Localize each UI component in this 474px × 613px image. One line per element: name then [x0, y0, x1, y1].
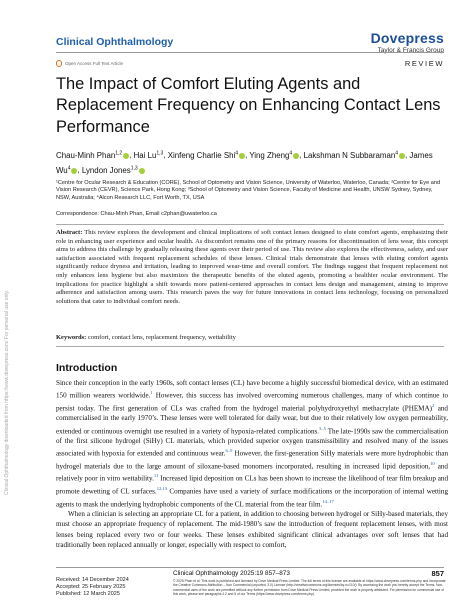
published-date: Published: 12 March 2025 [56, 591, 120, 598]
citation-ref[interactable]: 10 [430, 460, 435, 466]
author-affiliation-ref: 4 [67, 165, 71, 172]
author-name[interactable] [56, 151, 129, 160]
open-access-icon [56, 60, 62, 67]
author-list [56, 147, 448, 177]
body-text: Increased lipid deposition on CLs has been shown to increase the likelihood of tear film breakup and promote dewetting of CL surfaces. [56, 474, 448, 496]
keywords-label: Keywords: [56, 334, 87, 341]
author-name-text: Xinfeng Charlie Shi [167, 150, 236, 160]
citation-ref[interactable]: 3–5 [319, 425, 326, 431]
body-text: and commercialised in the early 1970’s. These lenses were well tolerated for daily wear, but due to their relatively low oxygen permeability, extended or continuous overnight use resulted in a variety of hypoxia-related complications. [56, 404, 448, 435]
header-divider [56, 52, 444, 53]
download-watermark [4, 285, 30, 495]
abstract-divider-top [56, 224, 444, 225]
introduction-paragraph-2: When a clinician is selecting an appropriate CL for a patient, in addition to choosing between hydrogel or SiHy-based materials, they must choose an appropriate frequency of replacement. The mid-1980’s saw the introduction of frequent replacement lenses, with most lenses being replaced every two or four weeks. These lenses exhibited significant clinical advantages over soft lenses that had traditionally been replaced annually or longer, especially with respect to comfort, [56, 510, 448, 549]
author-separator: , [129, 150, 134, 160]
author-name-text: Hai Lu [133, 150, 157, 160]
citation-ref[interactable]: 2 [431, 402, 435, 408]
publisher-subtitle: Taylor & Francis Group [377, 47, 444, 54]
affiliations: ¹Centre for Ocular Research & Education (CORE), School of Optometry and Vision Science, University of Waterloo, Waterloo, Canada; ²Centre for Eye and Vision Research (CEVR), Science Park, Hong Kong; ³School of Optometry and Vision Science, Faculty of Medicine and Health, UNSW Sydney, Sydney, NSW, Australia; ⁴Alcon Research LLC, Fort Worth, TX, USA [56, 180, 441, 201]
author-affiliation-ref: 1,3 [130, 165, 138, 172]
author-separator: , [245, 150, 250, 160]
author-name[interactable] [82, 166, 145, 175]
journal-name: Clinical Ophthalmology [56, 36, 174, 48]
publisher-logo[interactable] [371, 30, 444, 54]
abstract [56, 229, 448, 306]
author-affiliation-ref: 4 [289, 150, 293, 156]
abstract-divider-bottom [56, 346, 444, 347]
author-name[interactable] [249, 151, 299, 160]
body-text: Since their conception in the early 1960s, soft contact lenses (CL) have become a highly successful biomedical device, with an estimated 150 million wearers worldwide. [56, 379, 448, 400]
article-dates [56, 577, 129, 599]
footer-divider [56, 567, 444, 568]
introduction-paragraph-1 [56, 378, 448, 509]
author-separator: , [77, 165, 82, 175]
publisher-name: Dovepress [370, 30, 444, 46]
body-text: Companies have used a variety of surface modifications or the incorporation of internal wetting agents to mask the underlying hydrophobic components of the CL material from the tear film. [56, 487, 448, 508]
author-affiliation-ref: 1,2 [115, 150, 123, 156]
author-separator: , [405, 150, 410, 160]
author-name-text: Ying Zheng [249, 150, 290, 160]
body-text: The late-1990s saw the commercialisation of the first silicone hydrogel (SiHy) CL materials, which provided superior oxygen transmissibility and resolved many of the issues associated with hypoxia for extended and continuous wear. [56, 426, 448, 458]
citation-ref[interactable]: 11 [153, 473, 159, 479]
citation-ref[interactable]: 6–9 [225, 448, 233, 454]
citation-ref[interactable]: 14–17 [322, 498, 334, 504]
author-name[interactable] [304, 151, 405, 160]
author-affiliation-ref: 4 [235, 150, 239, 156]
author-name[interactable] [168, 151, 245, 160]
body-text: However, this success has involved overcoming numerous challenges, many of which continue to persist today. The first generation of CLs was crafted from the hydrogel material polyhydroxyethyl methacrylate (PHEMA) [56, 391, 448, 413]
author-name-text: James Wu [56, 150, 433, 175]
body-text: and relatively poor in vitro wettability. [56, 462, 448, 483]
download-watermark-text: Clinical Ophthalmology downloaded from https://www.dovepress.com/ For personal use only. [4, 289, 10, 495]
abstract-text: This review explores the development and clinical implications of soft contact lenses designed to elute comfort agents, emphasizing their role in enhancing user experience and ocular health. As discomfort remains one of the primary reasons for discontinuation of lens wear, this concept aims to address this challenge by gradually releasing these agents over their period of use. This review also explores the effectiveness, safety, and user satisfaction associated with frequent replacement schedules of these lenses. Clinical trials demonstrate that lenses with eluting comfort agents significantly reduce dryness and irritation, leading to improved wear-time and overall comfort. The findings suggest that frequent replacement not only enhances lens hygiene but also maximizes the therapeutic benefits of the eluted agents, promoting a healthier ocular environment. The implications for practice highlight a shift towards more patient-centered approaches in contact lens design and management, aiming to improve adherence and satisfaction among users. This research paves the way for future innovations in contact lens technology, focusing on personalized solutions that cater to individual comfort needs. [56, 229, 448, 305]
citation-ref[interactable]: 12,13 [156, 485, 168, 491]
author-name-text: Lakshman N Subbaraman [303, 150, 396, 160]
author-affiliation-ref: 4 [395, 150, 399, 156]
page-number: 857 [431, 569, 444, 578]
author-affiliation-ref: 1,3 [156, 150, 164, 156]
author-separator: , [163, 150, 168, 160]
article-title: The Impact of Comfort Eluting Agents and Replacement Frequency on Enhancing Contact Lens Performance [56, 75, 441, 136]
keywords-text: comfort, contact lens, replacement frequency, wettability [87, 334, 236, 341]
citation-ref[interactable]: 1 [150, 390, 153, 396]
body-text: However, the first-generation SiHy materials were more hydrophobic than hydrogel materials due to the large amount of siloxane-based monomers incorporated, resulting in increased lipid deposition, [56, 449, 448, 471]
license-text[interactable]: © 2025 Phan et al. This work is published and licensed by Dove Medical Press Limited. The full terms of this license are available at https://www.dovepress.com/terms.php and incorporate the Creative Commons Attribution – Non Commercial (unported, 3.0) License (http://creativecommons.org/licenses/by-nc/3.0/). By accessing the work you hereby accept the Terms. Non-commercial uses of the work are permitted without any further permission from Dove Medical Press Limited, provided the work is properly attributed. For permission for commercial use of this work, please see paragraphs 4.2 and 5 of our Terms (https://www.dovepress.com/terms.php). [173, 579, 446, 597]
journal-citation[interactable]: Clinical Ophthalmology 2025:19 857–873 [173, 570, 290, 577]
author-separator: , [299, 150, 304, 160]
received-date: Received: 14 December 2024 [56, 577, 129, 583]
article-type: REVIEW [404, 59, 444, 68]
correspondence[interactable]: Correspondence: Chau-Minh Phan, Email c2phan@uwaterloo.ca [56, 211, 217, 217]
keywords [56, 334, 448, 343]
author-name[interactable] [134, 151, 164, 160]
introduction-heading: Introduction [56, 362, 118, 374]
orcid-icon[interactable] [139, 168, 145, 174]
open-access-badge [56, 60, 123, 67]
open-access-label: Open Access Full Text Article [65, 61, 123, 66]
introduction-body [56, 378, 448, 550]
author-name-text: Chau-Minh Phan [56, 150, 116, 160]
abstract-label: Abstract: [56, 229, 83, 236]
accepted-date: Accepted: 25 February 2025 [56, 584, 126, 591]
author-name-text: Lyndon Jones [81, 165, 131, 175]
